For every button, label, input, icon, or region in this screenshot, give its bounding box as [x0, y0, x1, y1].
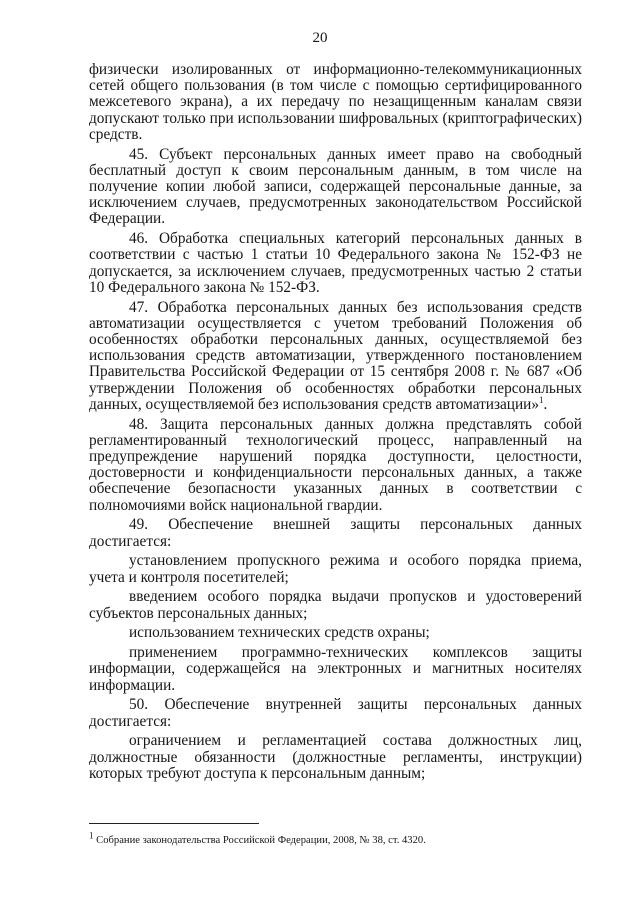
paragraph-47-end: . [543, 395, 548, 413]
paragraph-44-continuation: физически изолированных от информационно-телекоммуникационных сетей общего пользования (в том числе с помощью сертифицированного межсетевого экрана), а их передачу по незащищенным каналам связи допускают только при использовании шифровальных (криптографических) средств. [89, 61, 582, 143]
footnote-marker: 1 [89, 830, 94, 841]
paragraph-49: 49. Обеспечение внешней защиты персональных данных достигается: [89, 516, 582, 550]
paragraph-45: 45. Субъект персональных данных имеет право на свободный бесплатный доступ к своим персональным данным, в том числе на получение копии любой записи, содержащей персональные данные, за исключением случаев, предусмотренных законодательством Российской Федерации. [89, 145, 582, 228]
paragraph-47-text: 47. Обработка персональных данных без использования средств автоматизации осуществляется с учетом требований Положения об особенностях обработки персональных данных, осуществляемой без использования средств автоматизации, утвержденного постановлением Правительства Российской Федерации от 15 сентября 2008 г. № 687 «Об утверждении Положения об особенностях обработки персональных данных, осуществляемой без использования средств автоматизации» [89, 298, 582, 413]
list-item-software-complexes: применением программно-технических комплексов защиты информации, содержащейся на электронных и магнитных носителях информации. [89, 644, 582, 694]
paragraph-50: 50. Обеспечение внутренней защиты персональных данных достигается: [89, 696, 582, 730]
list-item-pass-regime: установлением пропускного режима и особого порядка приема, учета и контроля посетителей; [89, 552, 582, 586]
paragraph-47 [89, 300, 582, 413]
body-text [89, 62, 582, 786]
footnote [89, 830, 582, 847]
list-item-security-equipment: использованием технических средств охраны; [129, 624, 430, 642]
paragraph-46: 46. Обработка специальных категорий персональных данных в соответствии с частью 1 статьи 10 Федерального закона № 152-ФЗ не допускается, за исключением случаев, предусмотренных частью 2 статьи 10 Федерального закона № 152-ФЗ. [89, 230, 582, 296]
page-number: 20 [312, 30, 328, 46]
footnote-divider [89, 823, 259, 824]
footnote-text: Собрание законодательства Российской Федерации, 2008, № 38, ст. 4320. [96, 835, 426, 846]
paragraph-48: 48. Защита персональных данных должна представлять собой регламентированный технологический процесс, направленный на предупреждение нарушений порядка доступности, целостности, достоверности и конфиденциальности персональных данных, а также обеспечение безопасности указанных данных в соответствии с полномочиями войск национальной гвардии. [89, 415, 582, 514]
list-item-staff-restriction: ограничением и регламентацией состава должностных лиц, должностные обязанности (должностные регламенты, инструкции) которых требуют доступа к персональным данным; [89, 732, 582, 782]
footnote-ref: 1 [539, 394, 544, 405]
list-item-pass-issuance: введением особого порядка выдачи пропусков и удостоверений субъектов персональных данных; [89, 588, 582, 622]
